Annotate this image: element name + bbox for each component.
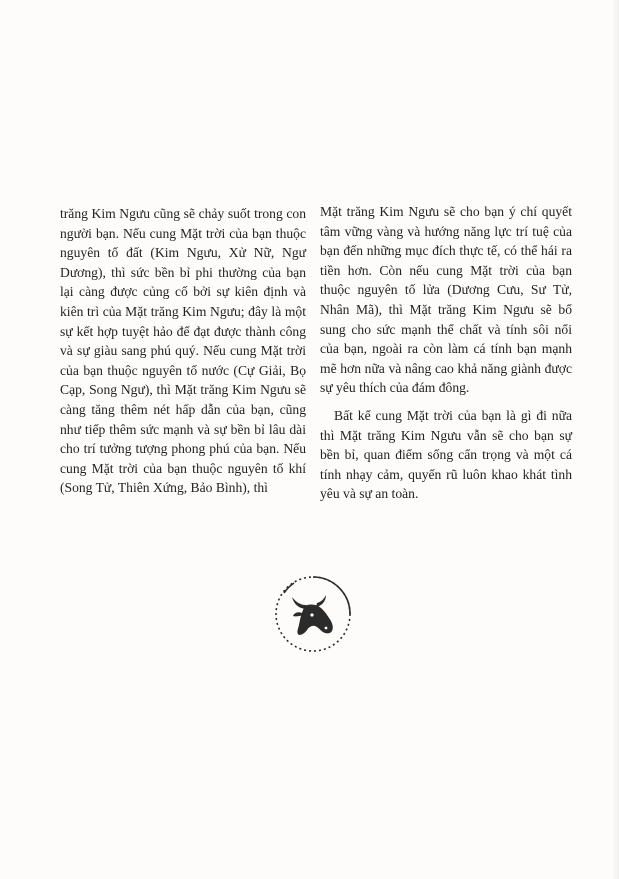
left-paragraph-1: trăng Kim Ngưu cũng sẽ chảy suốt trong con người bạn. Nếu cung Mặt trời của bạn thuộc nguyên tố đất (Kim Ngưu, Xử Nữ, Ngư Dương), thì sức bền bỉ phi thường của bạn lại càng được củng cố bởi sự kiên định và kiên trì của Mặt trăng Kim Ngưu; đây là một sự kết hợp tuyệt hảo để đạt được thành công và sự giàu sang phú quý. Nếu cung Mặt trời của bạn thuộc nguyên tố nước (Cự Giải, Bọ Cạp, Song Ngư), thì Mặt trăng Kim Ngưu sẽ càng tăng thêm nét hấp dẫn của bạn, cũng như tiếp thêm sức mạnh và sự bền bỉ lâu dài cho trí tưởng tượng phong phú của bạn. Nếu cung Mặt trời của bạn thuộc nguyên tố khí (Song Tử, Thiên Xứng, Bảo Bình), thì xyxy=(60,206,306,496)
right-paragraph-1: Mặt trăng Kim Ngưu sẽ cho bạn ý chí quyết tâm vững vàng và hướng năng lực trí tuệ của bạn đến những mục đích thực tế, có thể hái ra tiền hơn. Còn nếu cung Mặt trời của bạn thuộc nguyên tố lửa (Dương Cưu, Sư Tử, Nhân Mã), thì Mặt trăng Kim Ngưu sẽ bổ sung cho sức mạnh thể chất và tính sôi nổi của bạn, ngoài ra còn làm cá tính bạn mạnh mẽ hơn nữa và nâng cao khả năng giành được sự yêu thích của đám đông. xyxy=(320,204,572,396)
right-paragraph-2: Bất kể cung Mặt trời của bạn là gì đi nữa thì Mặt trăng Kim Ngưu vẫn sẽ cho bạn sự bền bỉ, quan điểm sống cẩn trọng và một cá tính nhạy cảm, quyến rũ luôn khao khát tình yêu và sự an toàn. xyxy=(320,407,572,502)
taurus-bull-icon xyxy=(274,575,352,653)
left-column xyxy=(60,204,306,498)
right-column xyxy=(320,202,572,504)
page-edge-shadow xyxy=(611,0,619,879)
